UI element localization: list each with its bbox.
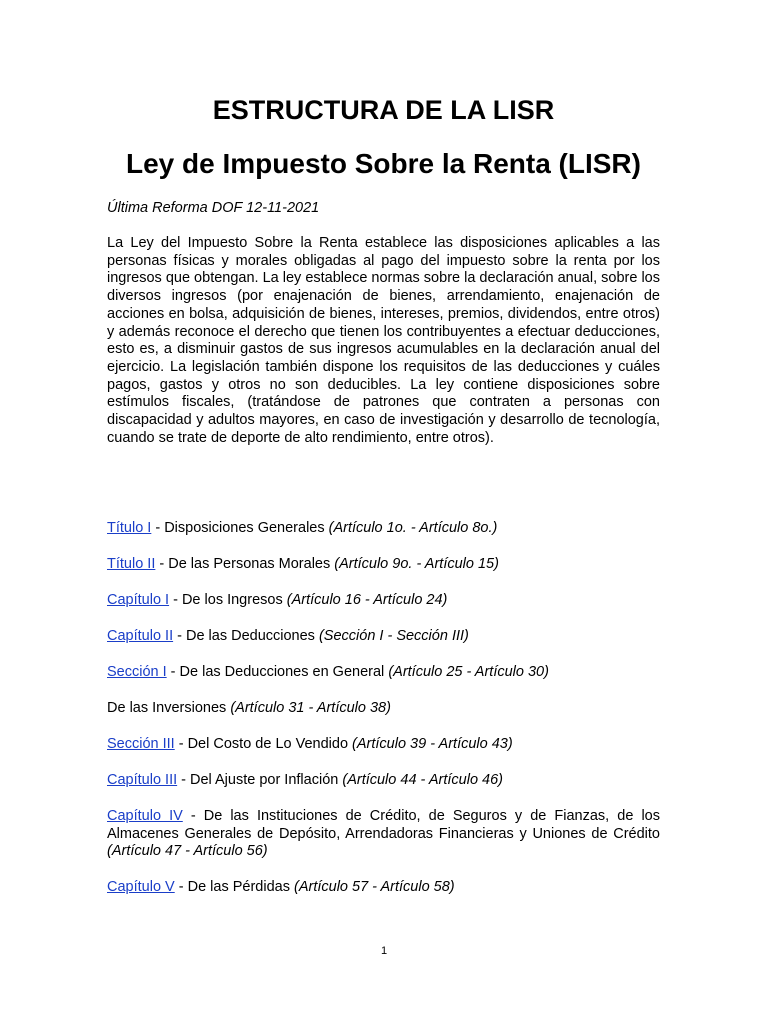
toc-link-titulo-1[interactable]: Título I <box>107 520 152 536</box>
toc-entry-text: De las Inversiones <box>107 700 231 716</box>
toc-entry-titulo-2 <box>107 556 660 574</box>
toc-entry-text: - De las Personas Morales <box>155 556 335 572</box>
toc-entry-range: (Artículo 9o. - Artículo 15) <box>334 556 499 572</box>
toc-entry-range: (Sección I - Sección III) <box>318 628 469 644</box>
toc-entry-range: (Artículo 16 - Artículo 24) <box>286 592 448 608</box>
toc-entry-text: - Del Ajuste por Inflación <box>177 772 343 788</box>
toc-entry-range: (Artículo 47 - Artículo 56) <box>107 843 268 860</box>
toc-entry-text: - De las Instituciones de Crédito, de Seguros y de Fianzas, de los Almacenes Generales de Depósito, Arrendadoras Financieras y Uniones de Crédito <box>107 808 660 842</box>
toc-entry-text: - Disposiciones Generales <box>151 520 329 536</box>
toc-link-capitulo-2[interactable]: Capítulo II <box>107 628 174 644</box>
toc-entry-text: - De los Ingresos <box>169 592 287 608</box>
toc-entry-capitulo-2 <box>107 628 660 646</box>
toc-link-seccion-1[interactable]: Sección I <box>107 664 167 680</box>
toc-entry-text: - Del Costo de Lo Vendido <box>174 736 353 752</box>
toc-link-seccion-3[interactable]: Sección III <box>107 736 175 752</box>
last-reform-date: Última Reforma DOF 12-11-2021 <box>107 200 320 216</box>
toc-entry-capitulo-1 <box>107 592 660 610</box>
toc-entry-range: (Artículo 57 - Artículo 58) <box>294 879 455 896</box>
toc-entry-seccion-3 <box>107 736 660 754</box>
toc-link-capitulo-1[interactable]: Capítulo I <box>107 592 170 608</box>
toc-entry-range: (Artículo 1o. - Artículo 8o.) <box>328 520 498 536</box>
toc-entry-titulo-1 <box>107 520 660 538</box>
toc-entry-text: - De las Deducciones en General <box>166 664 389 680</box>
page-number: 1 <box>380 945 388 957</box>
toc-entry-capitulo-5 <box>107 879 660 897</box>
toc-entry-text: - De las Pérdidas <box>174 879 294 896</box>
toc-entry-range: (Artículo 31 - Artículo 38) <box>230 700 391 716</box>
table-of-contents <box>107 520 660 915</box>
toc-entry-capitulo-3 <box>107 772 660 790</box>
toc-entry-range: (Artículo 39 - Artículo 43) <box>352 736 513 752</box>
document-title: ESTRUCTURA DE LA LISR <box>212 95 555 125</box>
toc-link-capitulo-5[interactable]: Capítulo V <box>107 879 175 896</box>
toc-link-titulo-2[interactable]: Título II <box>107 556 156 572</box>
toc-entry-range: (Artículo 44 - Artículo 46) <box>342 772 503 788</box>
toc-entry-text: - De las Deducciones <box>173 628 319 644</box>
intro-paragraph: La Ley del Impuesto Sobre la Renta establece las disposiciones aplicables a las personas físicas y morales obligadas al pago del impuesto sobre la renta por los ingresos que obtengan. La ley establece normas sobre la declaración anual, sobre los diversos ingresos (por enajenación de bienes, arrendamiento, enajenación de acciones en bolsa, adquisición de bienes, intereses, premios, dividendos, entre otros) y además reconoce el derecho que tienen los contribuyentes a efectuar deducciones, esto es, a disminuir gastos de sus ingresos acumulables en la declaración anual del ejercicio. La legislación también dispone los requisitos de las deducciones y cuáles pagos, gastos y otros no son deducibles. La ley contiene disposiciones sobre estímulos fiscales, (tratándose de patrones que contraten a personas con discapacidad y adultos mayores, en caso de investigación y desarrollo de tecnología, cuando se trate de deporte de alto rendimiento, entre otros). <box>107 235 660 446</box>
toc-link-capitulo-3[interactable]: Capítulo III <box>107 772 178 788</box>
toc-entry-range: (Artículo 25 - Artículo 30) <box>388 664 549 680</box>
toc-link-capitulo-4[interactable]: Capítulo IV <box>107 808 183 824</box>
toc-entry-capitulo-4 <box>107 808 660 861</box>
document-subtitle: Ley de Impuesto Sobre la Renta (LISR) <box>126 148 641 179</box>
toc-entry-inversiones <box>107 700 660 718</box>
toc-entry-seccion-1 <box>107 664 660 682</box>
